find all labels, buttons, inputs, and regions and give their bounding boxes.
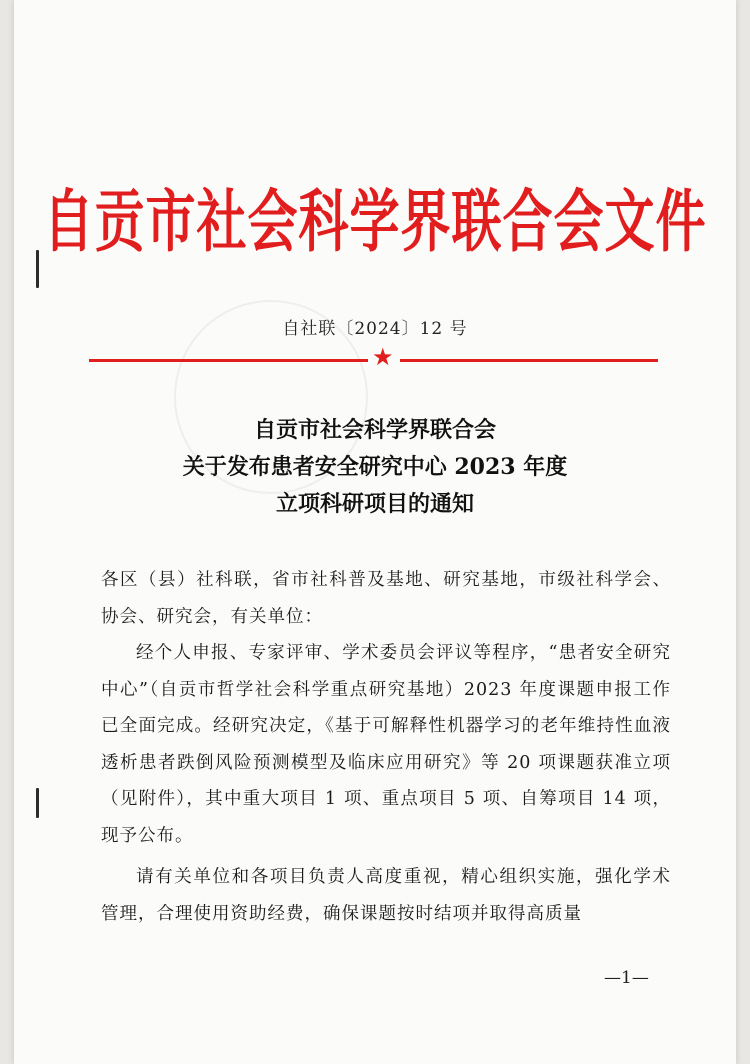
body-paragraph-1: 经个人申报、专家评审、学术委员会评议等程序，“患者安全研究中心”（自贡市哲学社会科学重点研究基地）2023 年度课题申报工作已全面完成。经研究决定，《基于可解释性机器学习的老年维持性血液透析患者跌倒风险预测模型及临床应用研究》等 20 项课题获准立项（见附件），其中重大项目 1 项、重点项目 5 项、自筹项目 14 项，现予公布。 (101, 643, 671, 846)
issuing-organization-title: 自贡市社会科学界联合会文件 (43, 181, 707, 262)
title-line-3: 立项科研项目的通知 (275, 491, 474, 517)
notice-body (101, 562, 671, 932)
notice-title (14, 412, 736, 523)
page-number: —1— (604, 968, 649, 988)
document-number: 自社联〔2024〕12 号 (282, 319, 468, 339)
salutation: 各区（县）社科联，省市社科普及基地、研究基地，市级社科学会、协会、研究会，有关单位： (101, 570, 671, 627)
star-icon: ★ (372, 343, 394, 371)
title-line-1: 自贡市社会科学界联合会 (253, 417, 496, 443)
red-divider-right (400, 359, 658, 362)
body-paragraph-2: 请有关单位和各项目负责人高度重视，精心组织实施，强化学术管理，合理使用资助经费，确保课题按时结项并取得高质量 (101, 867, 671, 924)
document-page (14, 0, 736, 1064)
red-divider-left (89, 359, 368, 362)
binder-mark (36, 788, 39, 818)
title-line-2: 关于发布患者安全研究中心 2023 年度 (182, 454, 568, 480)
